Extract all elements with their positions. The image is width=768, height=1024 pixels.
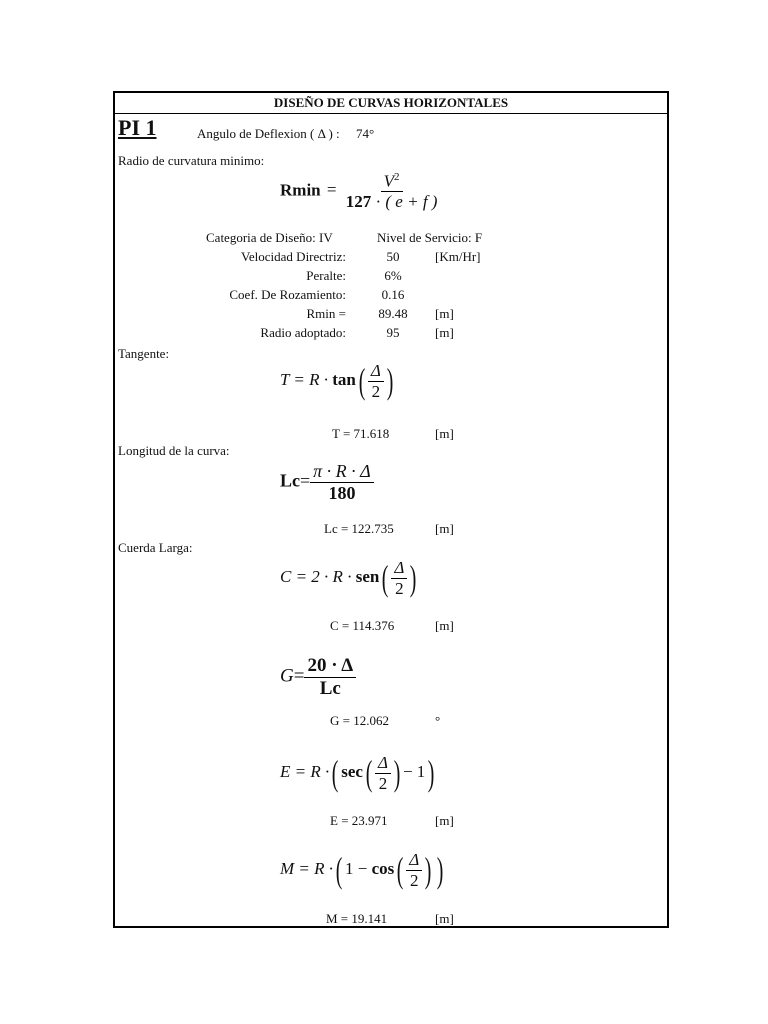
section-longitud: Longitud de la curva: bbox=[118, 443, 230, 458]
param-unit: [m] bbox=[435, 325, 454, 340]
param-label: Rmin = bbox=[306, 306, 346, 321]
param-value: 89.48 bbox=[378, 306, 408, 321]
g-num: 20 · Δ bbox=[304, 655, 356, 678]
m-fn: cos bbox=[371, 858, 395, 878]
result-c: C = 114.376 bbox=[330, 618, 395, 633]
lc-formula: Lc= $\frac{\pi \cdot R \cdot \Delta}{180}$ bbox=[280, 461, 374, 503]
lc-den: 180 bbox=[328, 482, 356, 503]
result-g-unit: ° bbox=[435, 713, 441, 728]
rmin-exp: 2 bbox=[394, 171, 400, 183]
half-num: Δ bbox=[406, 850, 422, 871]
param-value: 0.16 bbox=[381, 287, 405, 302]
result-lc: Lc = 122.735 bbox=[324, 521, 394, 536]
g-lhs: G bbox=[280, 665, 294, 687]
e-tail: − 1 bbox=[402, 761, 426, 781]
t-lhs: T = R · bbox=[280, 369, 329, 389]
half-den: 2 bbox=[378, 773, 388, 793]
e-formula: E = R ·( sec( $\frac{\Delta}{2}$ ) − 1) bbox=[280, 753, 435, 794]
rmin-den-a: 127 bbox=[345, 192, 372, 212]
sheet-title: DISEÑO DE CURVAS HORIZONTALES bbox=[115, 93, 667, 114]
param-label: Radio adoptado: bbox=[260, 325, 346, 340]
lc-lhs: Lc bbox=[280, 470, 300, 491]
result-c-unit: [m] bbox=[435, 618, 454, 633]
tangent-formula: T = R · tan( $\frac{\Delta}{2}$ ) bbox=[280, 361, 394, 402]
result-lc-unit: [m] bbox=[435, 521, 454, 536]
e-lhs: E = R · bbox=[280, 761, 330, 781]
chord-formula: C = 2 · R · sen( $\frac{\Delta}{2}$ ) bbox=[280, 558, 417, 599]
param-unit: [m] bbox=[435, 306, 454, 321]
result-g: G = 12.062 bbox=[330, 713, 389, 728]
section-cuerda: Cuerda Larga: bbox=[118, 540, 193, 555]
c-lhs: C = 2 · R · bbox=[280, 566, 352, 586]
m-lhs: M = R · bbox=[280, 858, 334, 878]
result-t-unit: [m] bbox=[435, 426, 454, 441]
c-fn: sen bbox=[355, 566, 380, 586]
g-formula: G= $\frac{20 \cdot \Delta}{Lc}$ bbox=[280, 655, 356, 700]
half-den: 2 bbox=[371, 381, 381, 401]
nivel-servicio: Nivel de Servicio: F bbox=[377, 230, 483, 245]
result-e: E = 23.971 bbox=[330, 813, 388, 828]
m-head: 1 − bbox=[345, 858, 368, 878]
result-t: T = 71.618 bbox=[332, 426, 390, 441]
m-formula: M = R ·( 1 − cos( $\frac{\Delta}{2}$ ) ) bbox=[280, 850, 444, 891]
half-num: Δ bbox=[375, 753, 391, 774]
lc-num: π · R · Δ bbox=[310, 461, 374, 483]
categoria: Categoria de Diseño: IV bbox=[206, 230, 333, 245]
section-tangente: Tangente: bbox=[118, 346, 170, 361]
param-label: Coef. De Rozamiento: bbox=[229, 287, 346, 302]
param-value: 50 bbox=[386, 249, 400, 264]
half-num: Δ bbox=[368, 361, 384, 382]
e-fn: sec bbox=[341, 761, 363, 781]
calculation-sheet bbox=[113, 91, 669, 928]
t-fn: tan bbox=[332, 369, 356, 389]
result-m-unit: [m] bbox=[435, 911, 454, 926]
result-e-unit: [m] bbox=[435, 813, 454, 828]
param-unit: [Km/Hr] bbox=[435, 249, 481, 264]
half-num: Δ bbox=[391, 558, 407, 579]
param-value: 6% bbox=[384, 268, 402, 283]
rmin-formula: Rmin = $\frac{V^2}{127 \cdot ( e + f )}$ bbox=[280, 171, 438, 212]
param-value: 95 bbox=[386, 325, 400, 340]
deflexion-label: Angulo de Deflexion ( Δ ) : bbox=[197, 126, 340, 141]
g-den: Lc bbox=[319, 677, 341, 699]
pi-label: PI 1 bbox=[118, 115, 157, 140]
section-radio: Radio de curvatura minimo: bbox=[118, 153, 265, 168]
half-den: 2 bbox=[395, 578, 404, 598]
half-den: 2 bbox=[410, 870, 419, 890]
deflexion-value: 74° bbox=[356, 126, 375, 141]
param-label: Velocidad Directriz: bbox=[240, 249, 346, 264]
rmin-num: V bbox=[383, 171, 395, 191]
rmin-lhs: Rmin bbox=[280, 180, 321, 200]
param-label: Peralte: bbox=[306, 268, 346, 283]
rmin-den-b: ( e + f ) bbox=[385, 192, 438, 212]
result-m: M = 19.141 bbox=[326, 911, 388, 926]
